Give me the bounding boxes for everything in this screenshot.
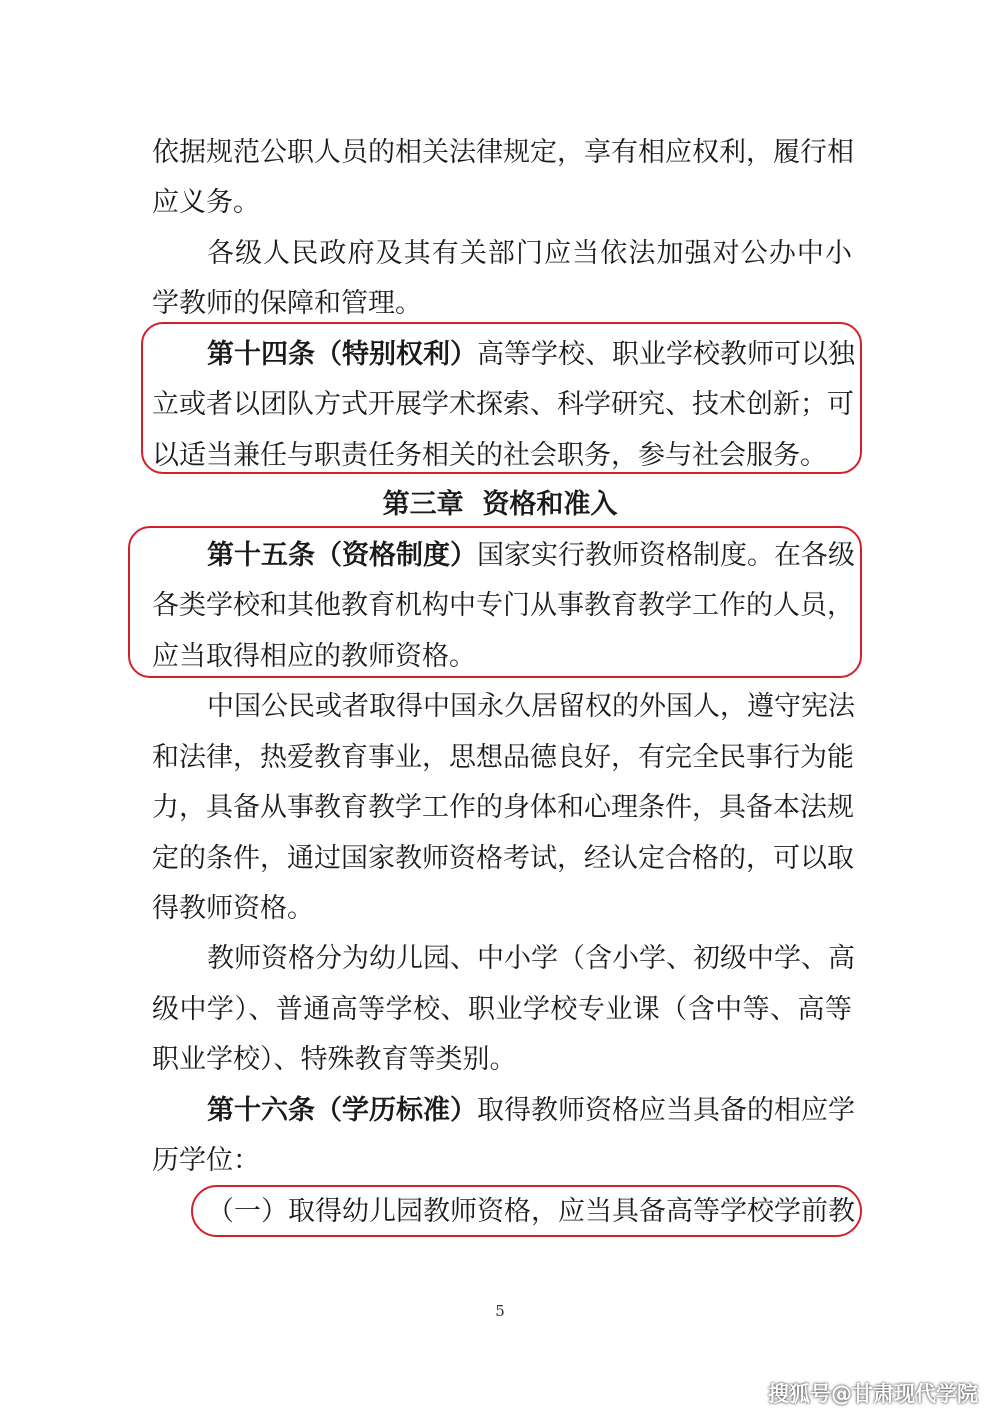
text-line: 各级人民政府及其有关部门应当依法加强对公办中小 [207,238,852,269]
highlight-ring-clause-1 [191,1185,862,1237]
article-16-title: 第十六条（学历标准） [207,1095,477,1126]
text-line: 依据规范公职人员的相关法律规定，享有相应权利，履行相 [152,137,854,168]
text-line: （一）取得幼儿园教师资格，应当具备高等学校学前教 [207,1196,855,1227]
watermark: 搜狐号@甘肃现代学院 [768,1382,978,1406]
text-line: 以适当兼任与职责任务相关的社会职务，参与社会服务。 [152,440,827,471]
highlight-ring-article-14 [141,322,862,474]
text-line: 力，具备从事教育教学工作的身体和心理条件，具备本法规 [152,792,854,823]
text-line: 应当取得相应的教师资格。 [152,641,476,672]
text-line: 应义务。 [152,187,260,218]
article-16-first-line [207,1086,855,1136]
text-line: 中国公民或者取得中国永久居留权的外国人，遵守宪法 [207,691,855,722]
text-line: 得教师资格。 [152,893,314,924]
text-line: 职业学校）、特殊教育等类别。 [152,1044,517,1075]
article-15-text: 国家实行教师资格制度。在各级 [477,540,855,571]
text-line: 学教师的保障和管理。 [152,288,422,319]
article-16-text: 取得教师资格应当具备的相应学 [477,1095,855,1126]
highlight-ring-article-15 [128,526,862,678]
text-line: 级中学）、普通高等学校、职业学校专业课（含中等、高等 [152,994,852,1025]
text-line: 教师资格分为幼儿园、中小学（含小学、初级中学、高 [207,943,855,974]
article-15-title: 第十五条（资格制度） [207,540,477,571]
article-14-title: 第十四条（特别权利） [207,339,477,370]
text-line: 定的条件，通过国家教师资格考试，经认定合格的，可以取 [152,843,854,874]
text-line: 和法律，热爱教育事业，思想品德良好，有完全民事行为能 [152,742,854,773]
text-line: 历学位： [152,1145,260,1176]
page-number: 5 [495,1302,505,1320]
text-line: 立或者以团队方式开展学术探索、科学研究、技术创新；可 [152,389,854,420]
text-line: 各类学校和其他教育机构中专门从事教育教学工作的人员， [152,590,854,621]
chapter-heading: 第三章 资格和准入 [382,489,618,520]
article-14-text: 高等学校、职业学校教师可以独 [477,339,855,370]
